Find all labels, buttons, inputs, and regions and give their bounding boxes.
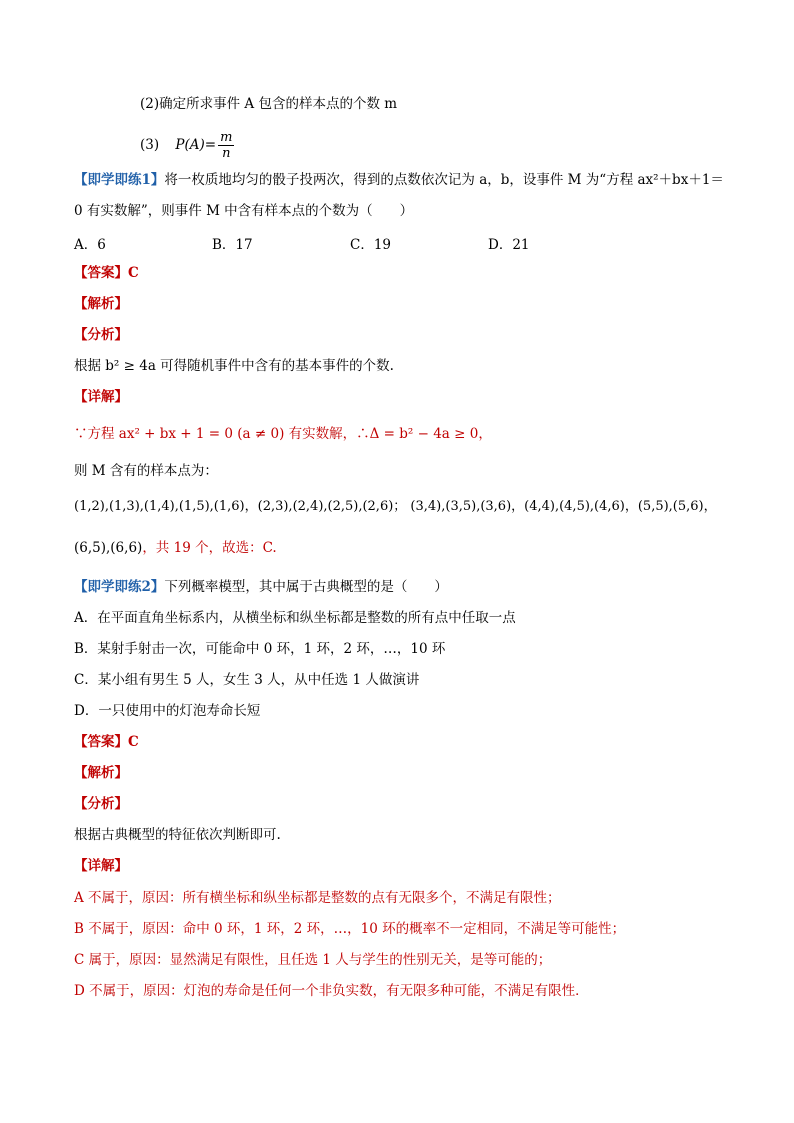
q2-option-c: C．某小组有男生 5 人，女生 3 人，从中任选 1 人做演讲: [74, 672, 420, 688]
q1-tag: 【即学即练1】: [74, 172, 165, 188]
q1-answer: 【答案】C: [74, 265, 139, 281]
fraction-denominator: n: [222, 146, 231, 161]
fraction-numerator: m: [220, 130, 233, 145]
q1-xiangjie: 【详解】: [74, 389, 128, 405]
q1-detail2: 则 M 含有的样本点为：: [74, 463, 218, 479]
q2-tag: 【即学即练2】: [74, 579, 165, 595]
q2-xiangjie: 【详解】: [74, 858, 128, 874]
q2-option-d: D．一只使用中的灯泡寿命长短: [74, 703, 261, 719]
step3-lhs: P(A)=: [175, 137, 217, 153]
q1-points-row2-line: [74, 539, 277, 557]
q1-option-b: B．17: [212, 237, 253, 253]
q2-analysis: 根据古典概型的特征依次判断即可.: [74, 827, 281, 843]
intro-step3: [140, 130, 236, 161]
q2-option-a: A．在平面直角坐标系内，从横坐标和纵坐标都是整数的所有点中任取一点: [74, 610, 516, 626]
step3-label: (3): [140, 137, 160, 153]
q2-answer: 【答案】C: [74, 734, 139, 750]
q2-stem-text: 下列概率模型，其中属于古典概型的是（ ）: [164, 579, 448, 595]
q2-detail-d: D 不属于，原因：灯泡的寿命是任何一个非负实数，有无限多种可能，不满足有限性．: [74, 983, 589, 999]
intro-step2: (2)确定所求事件 A 包含的样本点的个数 m: [140, 96, 398, 112]
q1-fenxi: 【分析】: [74, 327, 128, 343]
q1-stem-line1: [74, 171, 724, 189]
probability-fraction: [218, 130, 234, 161]
q2-stem: [74, 578, 448, 596]
q1-conclusion: ，共 19 个，故选：C.: [142, 540, 277, 556]
q1-line1: 将一枚质地均匀的骰子投两次，得到的点数依次记为 a，b，设事件 M 为“方程 ax²＋bx＋1＝: [164, 172, 724, 188]
q2-detail-a: A 不属于，原因：所有横坐标和纵坐标都是整数的点有无限多个，不满足有限性；: [74, 890, 561, 906]
q2-detail-b: B 不属于，原因：命中 0 环，1 环，2 环，…，10 环的概率不一定相同，不满足等可能性；: [74, 921, 626, 937]
q1-detail1: ∵方程 ax² + bx + 1 = 0 (a ≠ 0) 有实数解，∴Δ = b² − 4a ≥ 0，: [74, 426, 492, 442]
q1-stem-line2: 0 有实数解”，则事件 M 中含有样本点的个数为（ ）: [74, 203, 414, 219]
q2-detail-c: C 属于，原因：显然满足有限性，且任选 1 人与学生的性别无关，是等可能的；: [74, 952, 552, 968]
q2-jiexi: 【解析】: [74, 765, 128, 781]
q1-option-c: C．19: [350, 237, 392, 253]
q1-points-row2: (6,5),(6,6): [74, 540, 143, 556]
q1-points-row1: (1,2),(1,3),(1,4),(1,5),(1,6)，(2,3),(2,4),(2,5),(2,6)； (3,4),(3,5),(3,6)，(4,4),(4,5),(4,6)，(5,5),(5,6)，: [74, 499, 717, 514]
q1-option-d: D．21: [488, 237, 530, 253]
q1-jiexi: 【解析】: [74, 296, 128, 312]
q2-option-b: B．某射手射击一次，可能命中 0 环，1 环，2 环，…，10 环: [74, 641, 446, 657]
q2-fenxi: 【分析】: [74, 796, 128, 812]
q1-analysis: 根据 b² ≥ 4a 可得随机事件中含有的基本事件的个数.: [74, 358, 394, 374]
q1-option-a: A．6: [74, 237, 106, 253]
